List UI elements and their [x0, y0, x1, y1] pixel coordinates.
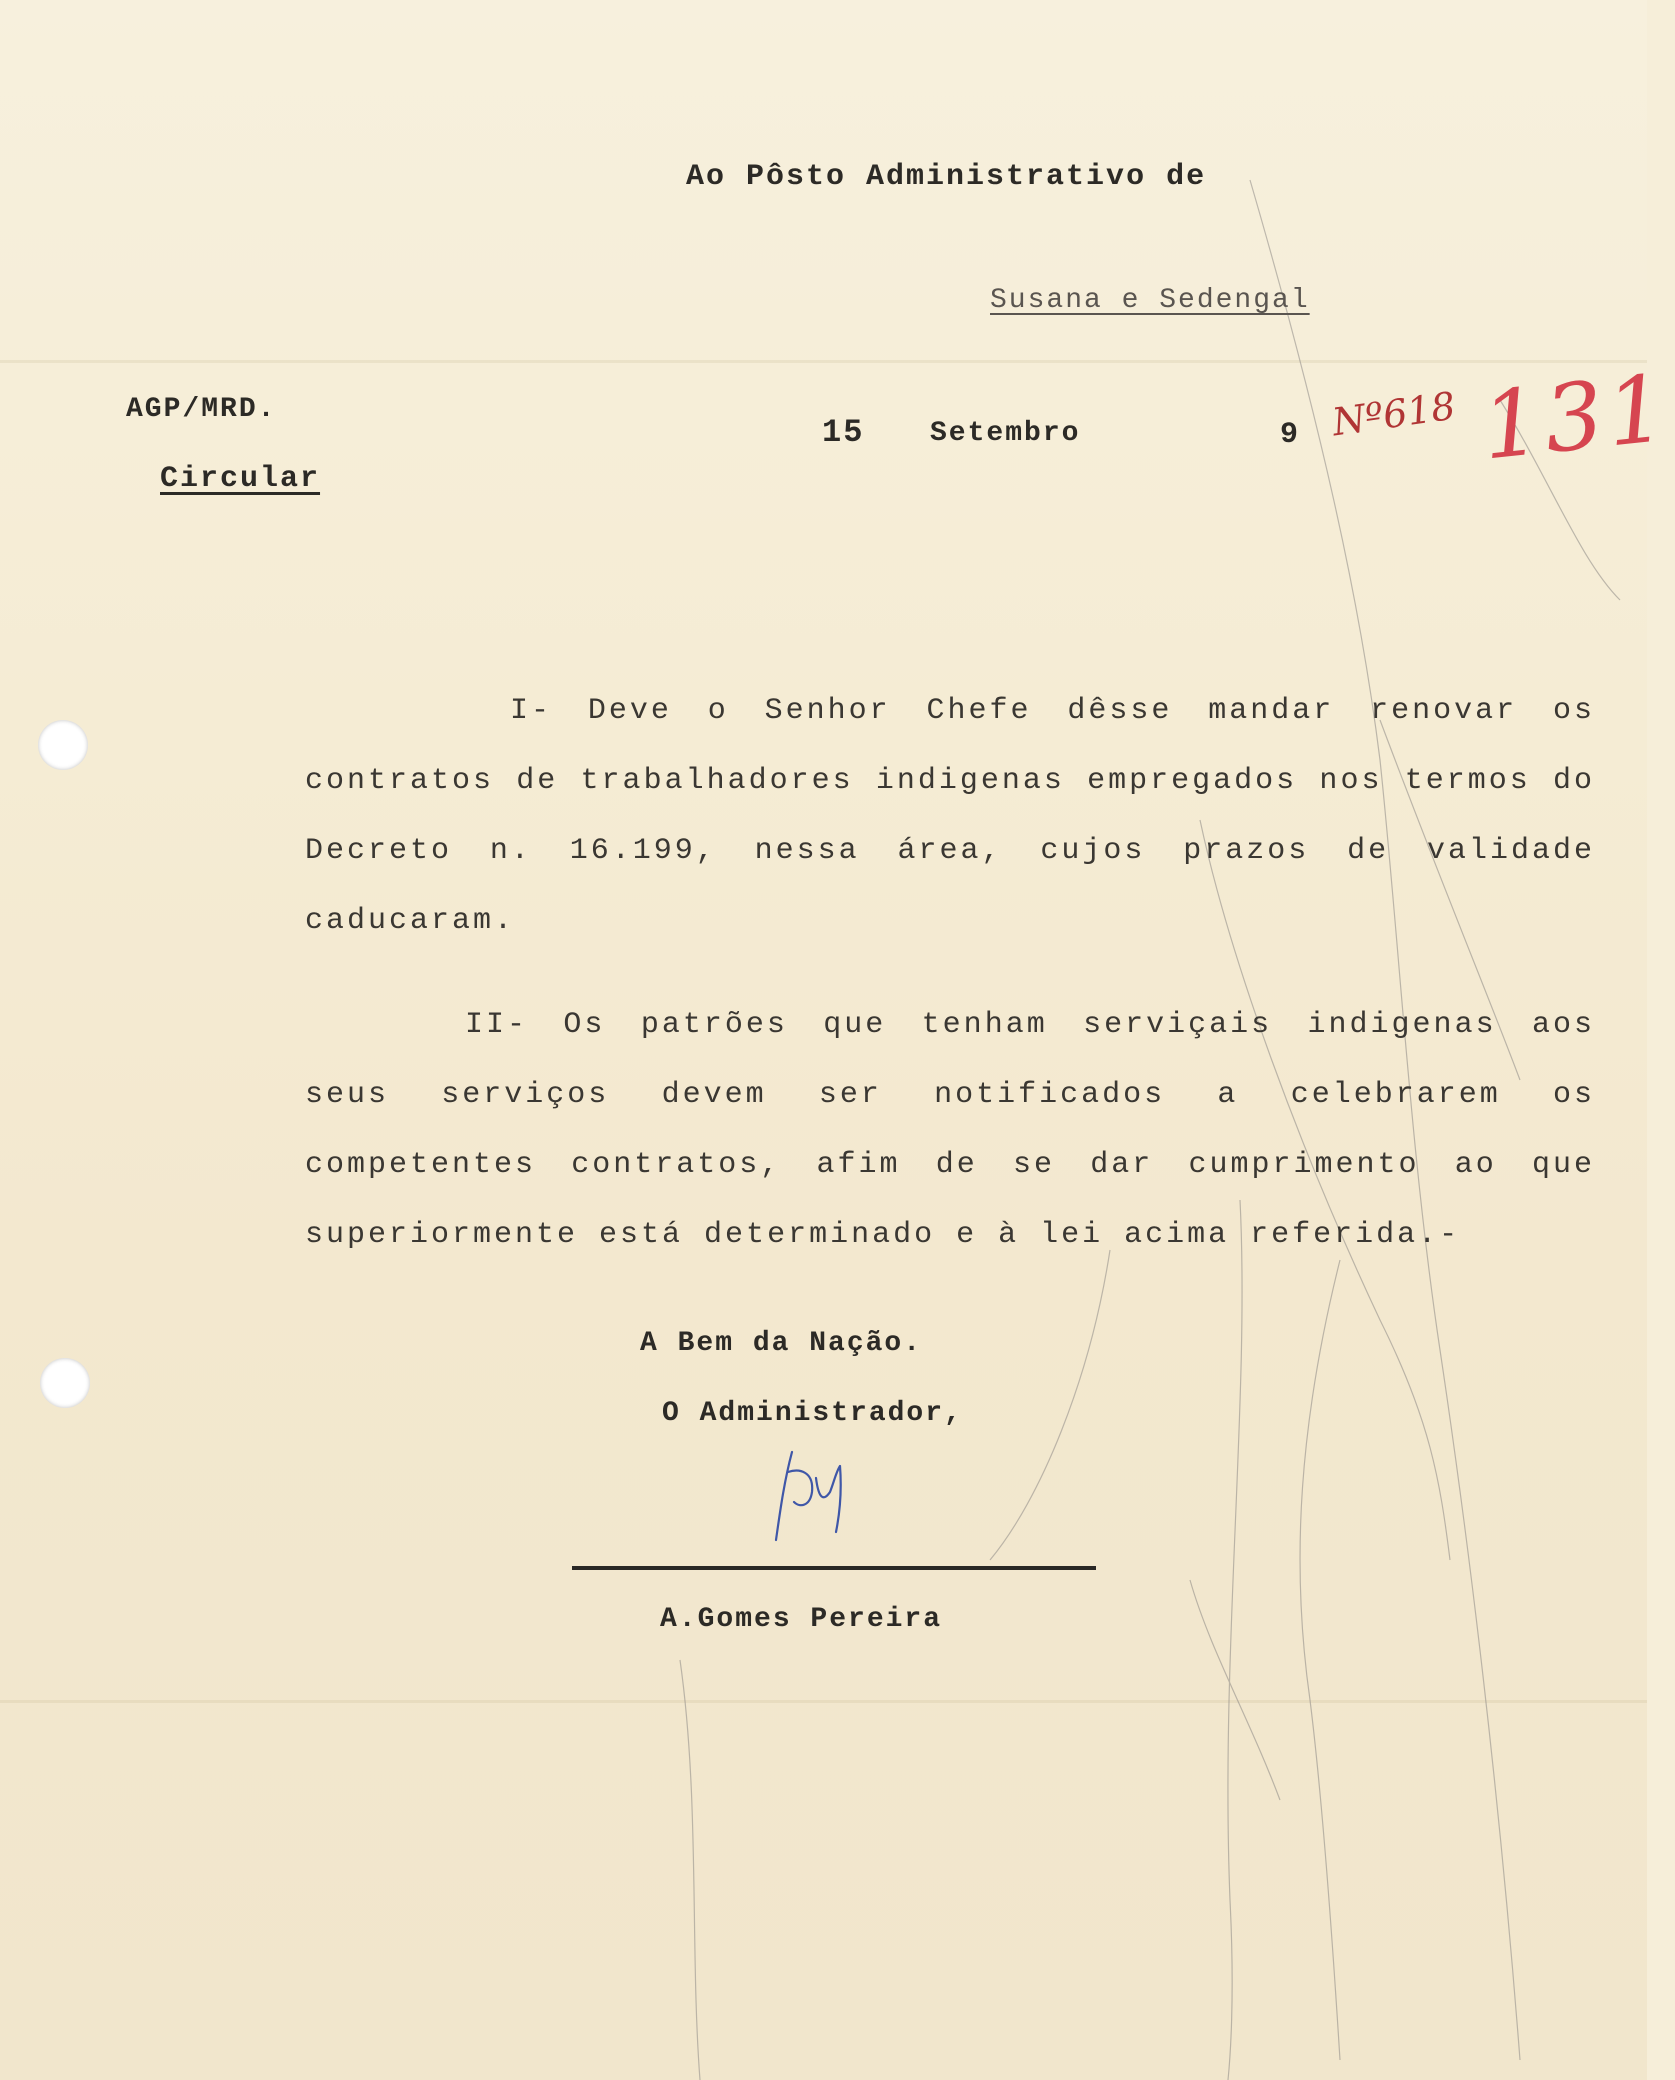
reference-code: AGP/MRD.	[126, 394, 277, 425]
date-year: 9	[1280, 418, 1301, 452]
addressee-line1: Ao Pôsto Administrativo de	[686, 160, 1207, 194]
administrator-title: O Administrador,	[662, 1398, 963, 1429]
circular-label: Circular	[160, 462, 321, 496]
salutation: A Bem da Nação.	[640, 1328, 923, 1359]
paragraph-1: I- Deve o Senhor Chefe dêsse mandar renovar os contratos de trabalhadores indigenas empregados nos termos do Decreto n. 16.199, nessa área, cujos prazos de validade caducaram.	[305, 694, 1595, 938]
handwritten-number: Nº618	[1329, 383, 1459, 445]
signature	[770, 1432, 850, 1552]
body-text	[305, 676, 1595, 1270]
red-stamp-number: 131	[1476, 354, 1675, 481]
date-day: 15	[822, 414, 865, 451]
date-month: Setembro	[930, 418, 1081, 449]
signature-line	[572, 1566, 1096, 1570]
signatory-name: A.Gomes Pereira	[660, 1604, 943, 1635]
addressee-line2: Susana e Sedengal	[990, 285, 1310, 316]
paragraph-2: II- Os patrões que tenham serviçais indigenas aos seus serviços devem ser notificados a celebrarem os competentes contratos, afim de se dar cumprimento ao que superiormente está determinado e à lei acima referida.-	[305, 1008, 1595, 1252]
